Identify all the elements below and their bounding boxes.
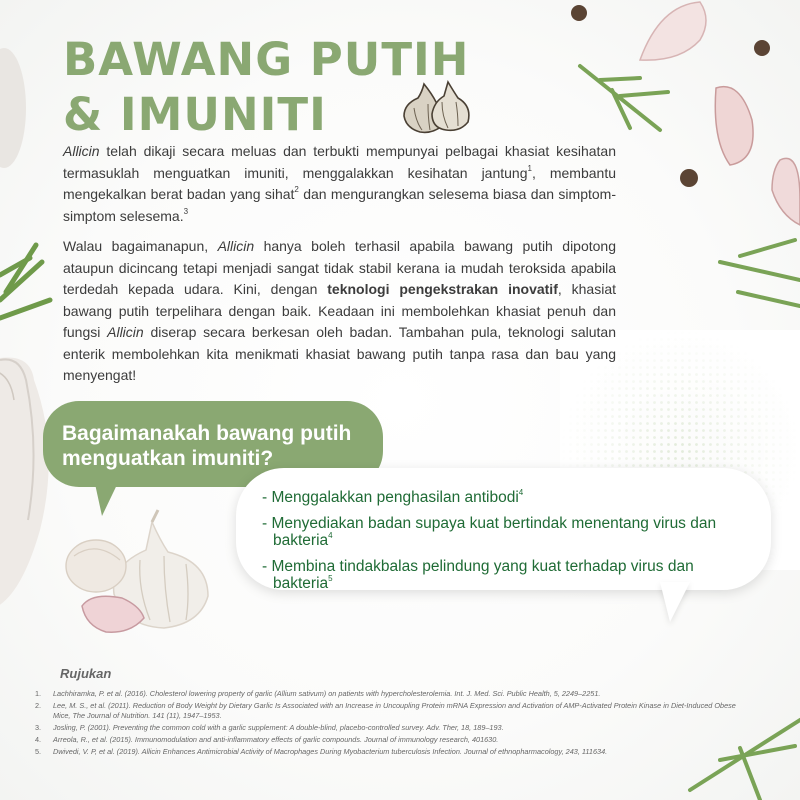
- reference-text: Lee, M. S., et al. (2011). Reduction of Body Weight by Dietary Garlic Is Associated with an Increase in Uncoupling Protein mRNA Expression and Activation of AMP-Activated Protein Kinase in Diet-Induced Obese Mice, The Journal of Nutrition. 141 (11), 1947–1953.: [53, 701, 736, 720]
- reference-text: Dwivedi, V. P, et al. (2019). Allicin Enhances Antimicrobial Activity of Macrophages During Myobacterium tuberculosis Infection. Journal of ethnopharmacology, 243, 111634.: [53, 747, 608, 756]
- reference-text: Arreola, R., et al. (2015). Immunomodulation and anti-inflammatory effects of garlic compounds. Journal of immunology research, 401630.: [53, 735, 499, 744]
- garlic-bulb-icon: [0, 48, 49, 610]
- reference-marker: 4: [328, 530, 333, 540]
- answer-item: [262, 515, 722, 549]
- highlight-text: teknologi pengekstrakan inovatif: [327, 281, 558, 297]
- question-line-2: menguatkan imuniti?: [62, 447, 274, 470]
- intro-text: , membantu mengekalkan berat badan yang sihat: [63, 164, 616, 202]
- intro-paragraph-1: [63, 141, 616, 227]
- reference-number: 5.: [35, 747, 42, 756]
- allicin-term: Allicin: [217, 238, 255, 254]
- reference-text: Josling, P. (2001). Preventing the common cold with a garlic supplement: A double-blind, placebo-controlled survey. Adv. Ther, 18, 189–193.: [53, 723, 504, 732]
- reference-item: [35, 701, 755, 721]
- intro-text: , khasiat bawang putih terpelihara dengan baik. Keadaan ini membolehkan khasiat penuh dan fungsi: [63, 281, 616, 340]
- title-line-1: BAWANG PUTIH: [63, 33, 470, 86]
- garlic-clove-icon: [640, 2, 800, 225]
- allicin-term: Allicin: [63, 143, 100, 159]
- reference-item: [35, 689, 755, 699]
- reference-number: 3.: [35, 723, 42, 732]
- answer-list: [262, 489, 722, 601]
- reference-marker: 3: [183, 206, 189, 216]
- answer-text: - Menyediakan badan supaya kuat bertindak menentang virus dan bakteria: [262, 515, 717, 549]
- reference-number: 1.: [35, 689, 42, 698]
- intro-text: dan mengurangkan selesema biasa dan simptom-simptom selesema.: [63, 186, 616, 224]
- answer-text: - Membina tindakbalas pelindung yang kuat terhadap virus dan bakteria: [262, 558, 694, 592]
- answer-item: [262, 558, 722, 592]
- page-title: [63, 32, 469, 142]
- rosemary-sprig-icon: [0, 245, 50, 318]
- intro-text: Walau bagaimanapun,: [63, 238, 218, 254]
- reference-marker: 2: [294, 185, 299, 195]
- reference-item: [35, 747, 755, 757]
- intro-text: diserap secara berkesan oleh badan. Tambahan pula, teknologi salutan enterik membolehkan kita menikmati khasiat bawang putih tanpa rasa dan bau yang menyengat!: [63, 324, 617, 383]
- reference-number: 2.: [35, 701, 42, 710]
- references-list: [35, 689, 755, 759]
- question-bubble-tail: [92, 470, 124, 516]
- reference-item: [35, 723, 755, 733]
- intro-text: telah dikaji secara meluas dan terbukti mempunyai pelbagai khasiat kesihatan termasuklah menguatkan imuniti, menggalakkan kesihatan jantung: [63, 143, 616, 181]
- intro-text: hanya boleh terhasil apabila bawang putih dipotong ataupun dicincang tetapi menjadi sangat tidak stabil kerana ia mudah teroksida apabila terdedah kepada udara. Kini, dengan: [63, 238, 616, 297]
- question-line-1: Bagaimanakah bawang putih: [62, 422, 352, 445]
- intro-paragraph-2: [63, 236, 616, 387]
- reference-item: [35, 735, 755, 745]
- reference-marker: 4: [518, 487, 524, 497]
- reference-number: 4.: [35, 735, 42, 744]
- answer-item: [262, 489, 722, 506]
- answer-text: - Menggalakkan penghasilan antibodi: [262, 489, 519, 506]
- reference-marker: 5: [328, 573, 333, 583]
- question-heading: [62, 421, 351, 471]
- reference-text: Lachhiramka, P. et al. (2016). Cholesterol lowering property of garlic (Allium sativum) on patients with hypercholesterolemia. Int. J. Med. Sci. Public Health, 5, 2249–2251.: [53, 689, 601, 698]
- references-title: Rujukan: [60, 666, 112, 681]
- reference-marker: 1: [527, 163, 532, 173]
- allicin-term: Allicin: [107, 324, 144, 340]
- title-line-2: & IMUNITI: [63, 88, 327, 141]
